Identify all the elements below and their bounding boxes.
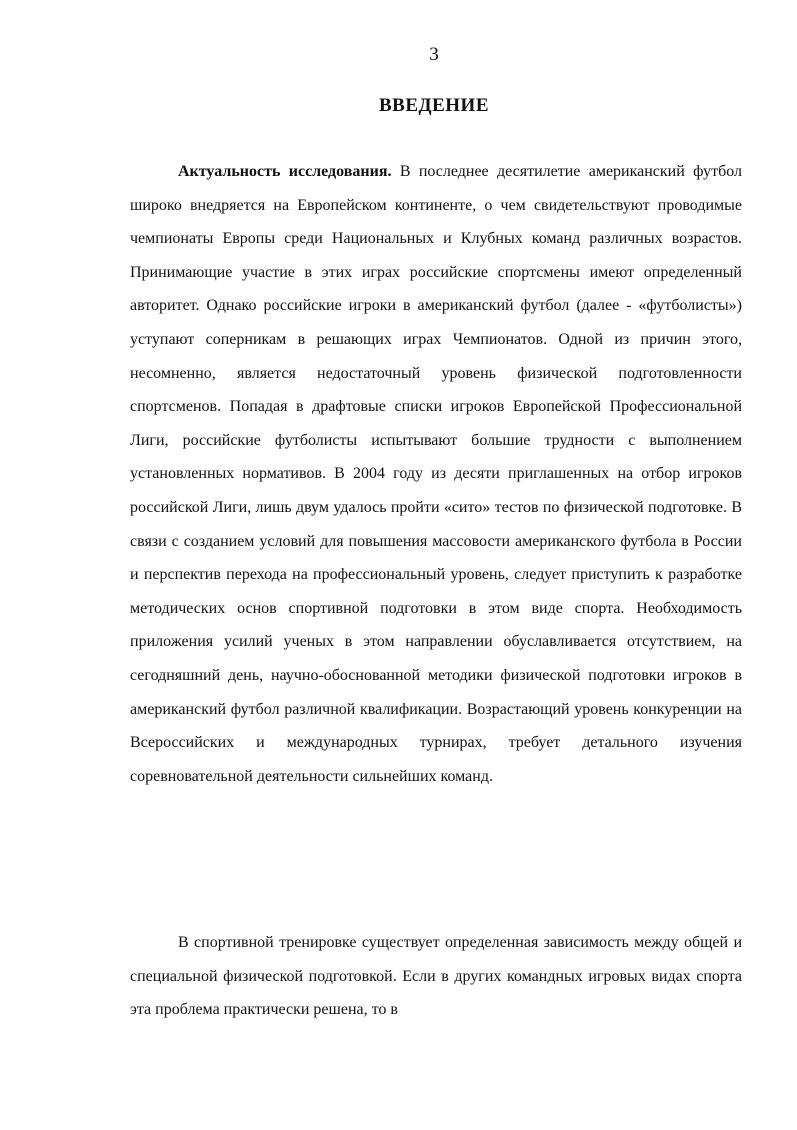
paragraph-text: В последнее десятилетие американский футбол широко внедряется на Европейском континенте, о чем свидетельствуют проводимые чемпионаты Европы среди Национальных и Клубных команд различных возрастов. Принимающие участие в этих играх российские спортсмены имеют определенный авторитет. Однако российские игроки в американский футбол (далее - «футболисты») уступают соперникам в решающих играх Чемпионатов. Одной из причин этого, несомненно, является недостаточный уровень физической подготовленности спортсменов. Попадая в драфтовые списки игроков Европейской Профессиональной Лиги, российские футболисты испытывают большие трудности с выполнением установленных нормативов. В 2004 году из десяти приглашенных на отбор игроков российской Лиги, лишь двум удалось пройти «сито» тестов по физической подготовке. В связи с созданием условий для повышения массовости американского футбола в России и перспектив перехода на профессиональный уровень, следует приступить к разработке методических основ спортивной подготовки в этом виде спорта. Необходимость приложения усилий ученых в этом направлении обуславливается отсутствием, на сегодняшний день, научно-обоснованной методики физической подготовки игроков в американский футбол различной квалификации. Возрастающий уровень конкуренции на Всероссийских и международных турнирах, требует детального изучения соревновательной деятельности сильнейших команд. — [130, 163, 742, 785]
paragraph-text: В спортивной тренировке существует определенная зависимость между общей и специальной физической подготовкой. Если в других командных игровых видах спорта эта проблема практически решена, то в — [130, 934, 742, 1019]
paragraph-training — [130, 926, 742, 1027]
section-heading: ВВЕДЕНИЕ — [379, 95, 489, 116]
paragraph-relevance — [130, 155, 742, 793]
paragraph-lead: Актуальность исследования. — [178, 163, 392, 180]
page-number: 3 — [429, 44, 439, 65]
